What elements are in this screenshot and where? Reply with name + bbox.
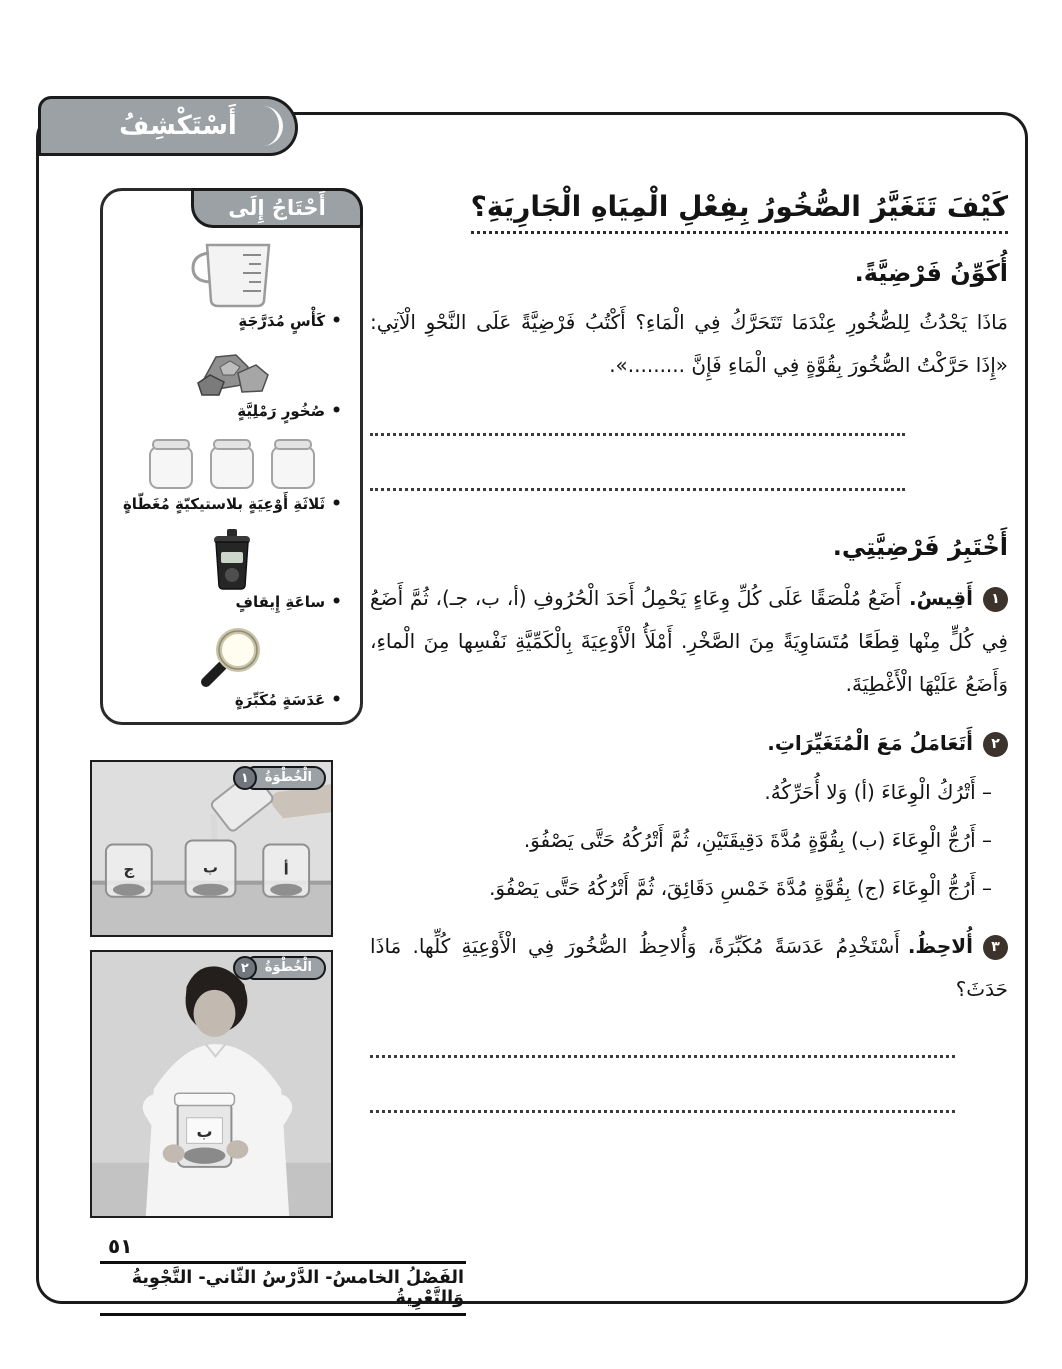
jar-label-b: ب [203, 858, 219, 877]
test-hypothesis-heading: أَخْتَبِرُ فَرْضِيَّتِي. [832, 533, 1008, 561]
boy-holding-jar-photo-illustration [92, 952, 331, 1216]
step-1 [370, 577, 1008, 706]
sandy-rocks-icon [190, 345, 274, 399]
three-covered-jars-icon [142, 436, 322, 492]
materials-header-banner [191, 188, 363, 228]
bullet-icon: • [331, 591, 342, 612]
step-2 [370, 722, 1008, 765]
step2-badge-label: الْخُطْوَةُ [248, 956, 326, 980]
explore-tab-label: أَسْتَكْشِفُ [119, 111, 237, 141]
step1-badge-label: الْخُطْوَةُ [248, 766, 326, 790]
substep-shake-jar-b: – أَرُجُّ الْوِعَاءَ (ب) بِقُوَّةٍ مُدَّةَ دَقِيقَتَيْنِ، ثُمَّ أَتْرُكُهُ حَتَّى يَصْفُوَ. [523, 828, 992, 852]
material-item-sandy-rocks [113, 345, 350, 421]
measuring-cup-icon [187, 239, 277, 309]
material-label: •عَدَسَةٍ مُكَبِّرَةٍ [234, 690, 342, 710]
material-item-measuring-cup [113, 239, 350, 331]
step-1-number-badge: ١ [983, 587, 1008, 612]
activity-title: كَيْفَ تَتَغَيَّرُ الصُّخُورُ بِفِعْلِ الْمِيَاهِ الْجَارِيَةِ؟ [370, 182, 1008, 231]
material-label: •ساعَةِ إِيقافٍ [235, 591, 342, 612]
material-item-magnifier [113, 626, 350, 710]
page-footer [100, 1234, 466, 1316]
form-hypothesis-heading: أُكَوِّنُ فَرْضِيَّةً. [854, 259, 1008, 287]
bullet-icon: • [331, 311, 342, 331]
material-item-stopwatch [113, 528, 350, 612]
activity-content [370, 176, 1008, 1113]
explore-tab [38, 96, 298, 156]
step1-photo-badge [233, 766, 326, 790]
step-2-keyword: أَتَعَامَلُ مَعَ الْمُتَغَيِّرَاتِ. [767, 731, 973, 755]
step-3 [370, 925, 1008, 1011]
substep-shake-jar-j: – أَرُجُّ الْوِعَاءَ (ج) بِقُوَّةٍ مُدَّةَ خَمْسِ دَقَائِقَ، ثُمَّ أَتْرُكُهُ حَتَّى يَصْفُوَ. [489, 876, 992, 900]
page-number: ٥١ [108, 1234, 133, 1258]
jar-label-a: أ [283, 860, 289, 879]
magnifier-icon [199, 626, 265, 688]
material-label: •ثَلاثَةِ أَوْعِيَةٍ بلاستيكيّةٍ مُغَطّاةٍ [122, 493, 342, 514]
materials-list [107, 235, 356, 714]
answer-line [370, 488, 905, 491]
hypothesis-paragraph: مَاذَا يَحْدُثُ لِلصُّخُورِ عِنْدَمَا تَتَحَرَّكُ فِي الْمَاءِ؟ أَكْتُبُ فَرْضِيَّةً عَلَى النَّحْوِ الْآتِي: «إِذَا حَرَّكْتُ الصُّخُورَ بِقُوَّةٍ فِي الْمَاءِ فَإِنَّ .........». [370, 310, 1008, 377]
jar-label-b: ب [196, 1122, 213, 1142]
step-2-number-badge: ٢ [983, 732, 1008, 757]
footer-rule [100, 1313, 466, 1316]
jar-label-j: ج [123, 860, 135, 879]
chapter-lesson-footer: الفَصْلُ الخامسُ- الدَّرْسُ الثّاني- التَّجْوِيةُ وَالتَّعْرِيةُ [131, 1268, 464, 1308]
step1-photo [90, 760, 333, 937]
step-3-text: أَسْتَخْدِمُ عَدَسَةً مُكَبِّرَةً، وَأُلاحِظُ الصُّخُورَ فِي الْأَوْعِيَةِ كُلِّها. مَاذَا حَدَثَ؟ [370, 934, 1008, 1001]
step-3-number-badge: ٣ [983, 935, 1008, 960]
step2-photo [90, 950, 333, 1218]
step2-badge-number: ٢ [233, 956, 257, 980]
material-label: •صُخُورٍ رَمْلِيَّةٍ [237, 401, 342, 422]
answer-line [370, 1110, 955, 1113]
bullet-icon: • [331, 401, 342, 422]
step-3-keyword: أُلاحِظُ. [907, 934, 973, 958]
answer-line [370, 433, 905, 436]
materials-sidebar [100, 188, 363, 725]
materials-header-label: أَحْتَاجُ إِلَى [228, 196, 326, 220]
material-label: •كَأْسٍ مُدَرَّجَةٍ [238, 311, 342, 331]
material-item-three-jars [113, 436, 350, 514]
step2-photo-badge [233, 956, 326, 980]
step-1-keyword: أَقِيسُ. [909, 586, 973, 610]
bullet-icon: • [331, 493, 342, 514]
step1-badge-number: ١ [233, 766, 257, 790]
step-1-text: أَضَعُ مُلْصَقًا عَلَى كُلِّ وِعَاءٍ يَحْمِلُ أَحَدَ الْحُرُوفِ (أ، ب، جـ)، ثُمَّ أَضَعُ فِي كُلٍّ مِنْها قِطَعًا مُتَسَاوِيَةً مِنَ الصَّخْرِ. أَمْلَأُ الْأَوْعِيَةَ بِالْكَمِّيَّةِ نَفْسِها مِنَ الْماءِ، وَأَضَعُ عَلَيْهَا الْأَغْطِيَةَ. [370, 586, 1008, 696]
bullet-icon: • [331, 690, 342, 710]
stopwatch-icon [207, 528, 257, 590]
step-2-substeps [370, 771, 1008, 909]
substep-leave-jar-a: – أَتْرُكُ الْوِعَاءَ (أ) وَلا أُحَرِّكُهُ. [764, 780, 992, 804]
answer-line [370, 1055, 955, 1058]
